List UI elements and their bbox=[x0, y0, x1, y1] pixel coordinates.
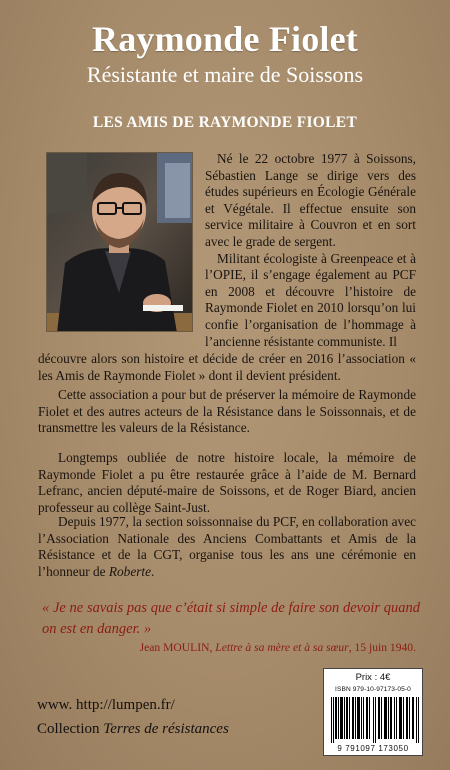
memory-paragraph bbox=[38, 450, 416, 516]
book-title: Raymonde Fiolet bbox=[92, 19, 358, 59]
isbn-label: ISBN 979-10-97173-05-0 bbox=[335, 686, 411, 693]
author-photo bbox=[46, 152, 193, 332]
barcode-icon bbox=[331, 697, 419, 743]
bio-continuation: découvre alors son histoire et décide de créer en 2016 l’association « les Amis de Raymonde Fiolet » dont il devient président. bbox=[38, 351, 416, 383]
collection-line bbox=[37, 721, 229, 738]
publisher-website: www. http://lumpen.fr/ bbox=[37, 697, 175, 713]
ceremony-end: . bbox=[151, 563, 155, 579]
author-bio-column bbox=[205, 151, 416, 350]
collection-prefix: Collection bbox=[37, 721, 104, 737]
ean-digits: 9 791097 173050 bbox=[337, 744, 409, 753]
collection-name: Terres de résistances bbox=[103, 721, 229, 737]
quote-attribution bbox=[140, 641, 416, 654]
price-label: Prix : 4€ bbox=[355, 672, 391, 683]
association-paragraph bbox=[38, 387, 416, 437]
quote-date: , 15 juin 1940. bbox=[348, 641, 416, 654]
section-title: LES AMIS DE RAYMONDE FIOLET bbox=[92, 114, 358, 131]
book-subtitle: Résistante et maire de Soissons bbox=[86, 62, 364, 87]
quote-source: Lettre à sa mère et à sa sœur bbox=[215, 641, 349, 654]
ceremony-paragraph bbox=[38, 514, 416, 580]
author-portrait-image bbox=[47, 153, 193, 332]
barcode-label bbox=[323, 668, 423, 756]
association-text: Cette association a pour but de préserver la mémoire de Raymonde Fiolet et des autres acteurs de la Résistance dans le Soissonnais, et de transmettre les valeurs de la Résistance. bbox=[38, 387, 416, 436]
memory-text: Longtemps oubliée de notre histoire locale, la mémoire de Raymonde Fiolet a pu être restaurée grâce à l’aide de M. Bernard Lefranc, ancien député-maire de Soissons, et de Roger Biard, ancien professeur au collège Saint-Just. bbox=[38, 450, 416, 515]
quote-text: « Je ne savais pas que c’était si simple de faire son devoir quand on est en danger. » bbox=[42, 600, 420, 637]
ceremony-text: Depuis 1977, la section soissonnaise du PCF, en collaboration avec l’Association Nationale des Anciens Combattants et Amis de la Résistance et de la CGT, organise tous les ans une cérémonie en l’honneur de bbox=[38, 514, 416, 579]
bio-paragraph-2: Militant écologiste à Greenpeace et à l’OPIE, il s’engage également au PCF en 2008 et découvre l’histoire de Raymonde Fiolet en 2010 lorsqu’on lui confie l’organisation de l’hommage à l’ancienne résistante communiste. Il bbox=[205, 250, 416, 349]
ceremony-name: Roberte bbox=[108, 563, 151, 579]
bio-paragraph-1: Né le 22 octobre 1977 à Soissons, Sébastien Lange se dirige vers des études supérieurs en Écologie Générale et Végétale. Il effectue ensuite son service militaire à Couvron et en sort avec le grade de sergent. bbox=[205, 151, 416, 249]
quote-author: Jean MOULIN, bbox=[139, 641, 216, 654]
